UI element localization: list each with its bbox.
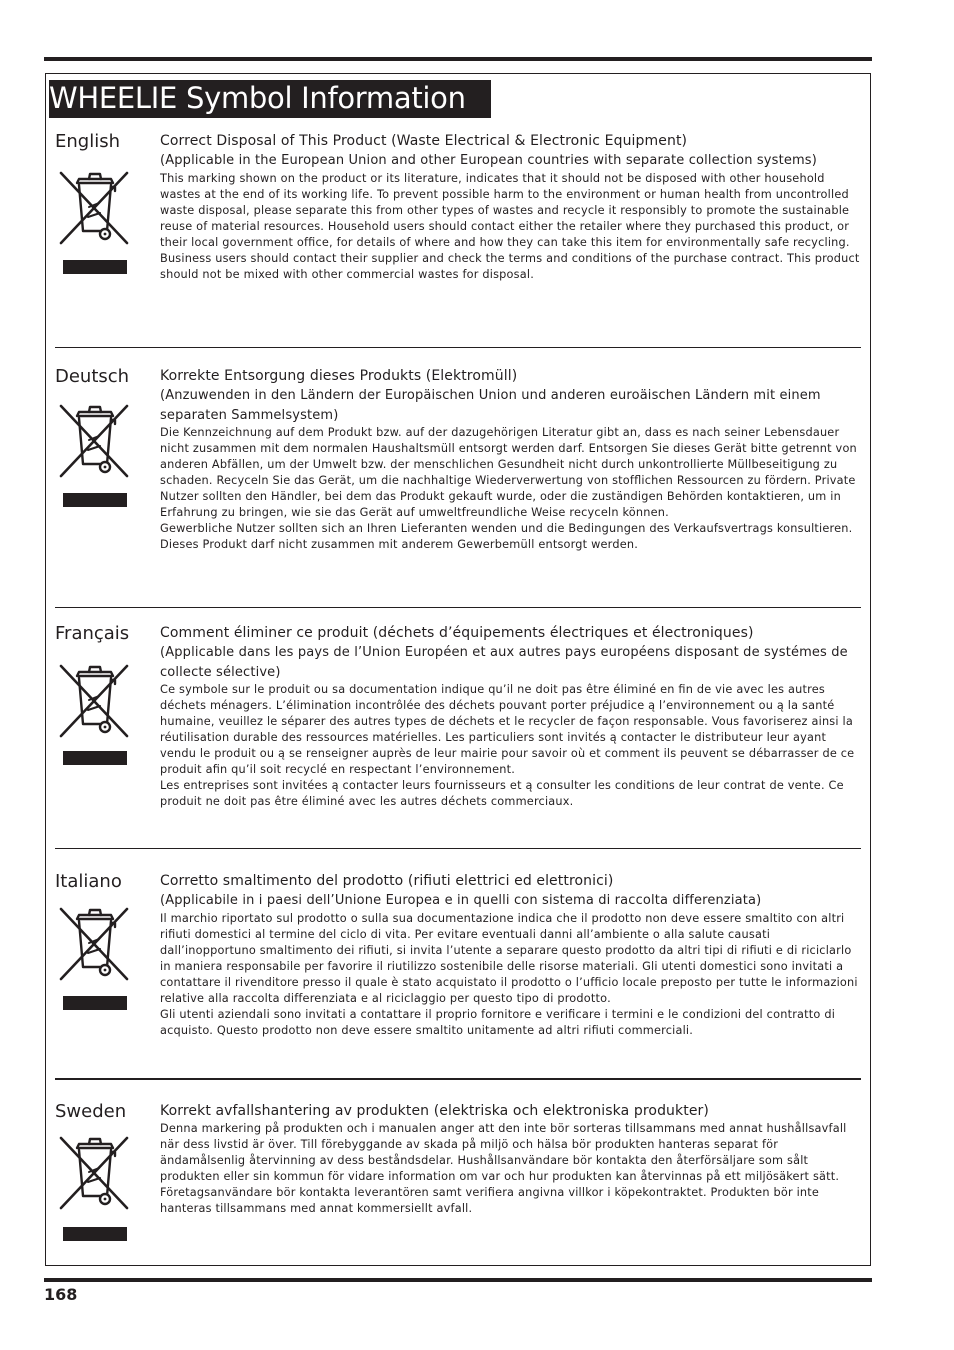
- language-label: Deutsch: [55, 366, 130, 387]
- section-body: [160, 366, 863, 553]
- weee-black-bar: [63, 751, 127, 765]
- section-heading: Korrekt avfallshantering av produkten (elektriska och elektroniska produkter): [160, 1103, 709, 1119]
- section-body: [160, 131, 863, 283]
- section-divider: [55, 1078, 861, 1080]
- weee-black-bar: [63, 493, 127, 507]
- section-heading: Corretto smaltimento del prodotto (riﬁuti elettrici ed elettronici): [160, 873, 614, 889]
- wheelie-bin-icon: [55, 903, 133, 983]
- wheelie-bin-icon: [55, 400, 133, 480]
- section-paragraph: Die Kennzeichnung auf dem Produkt bzw. auf der dazugehörigen Literatur gibt an, dass es nach seiner Lebensdauer nicht zusammen mit dem normalen Haushaltsmüll entsorgt werden darf. Entsorgen Sie dieses Gerät bitte getrennt von anderen Abfällen, um der Umwelt bzw. der menschlichen Gesundheit nicht durch unkontrollierte Müllbeseitigung zu schaden. Recyceln Sie das Gerät, um die nachhaltige Wiederverwertung von stofﬂichen Ressourcen zu fördern. Private Nutzer sollten den Händler, bei dem das Produkt gekauft wurde, oder die zuständigen Behörden kontaktieren, um in Erfahrung zu bringen, wie sie das Gerät auf umweltfreundliche Weise recyceln können.: [160, 426, 857, 519]
- section-paragraph: Ce symbole sur le produit ou sa documentation indique qu’il ne doit pas être éliminé en ﬁn de vie avec les autres déchets ménagers. L’élimination incontrôlée des déchets pouvant porter préjudice ą l’environnement ou ą la santé humaine, veuillez le séparer des autres types de déchets et le recycler de façon responsable. Vous favoriserez ainsi la réutilisation durable des ressources matérielles. Les particuliers sont invités ą contacter le distributeur leur ayant vendu le produit ou ą se renseigner auprès de leur mairie pour savoir où et comment ils peuvent se débarrasser de ce produit aﬁn qu’il soit recyclé en respectant l’environnement.: [160, 683, 855, 776]
- page-number: 168: [44, 1285, 78, 1304]
- weee-black-bar: [63, 1227, 127, 1241]
- language-label: English: [55, 131, 120, 152]
- language-label: Italiano: [55, 871, 122, 892]
- section-divider: [55, 347, 861, 348]
- bottom-rule: [44, 1278, 872, 1282]
- section-paragraph: Denna markering på produkten och i manualen anger att den inte bör sorteras tillsammans med annat hushållsavfall när dess livstid är över. Till förebyggande av skada på miljö och hälsa bör produkten hanteras separat för ändamålsenlig återvinning av dess beståndsdelar. Hushållsanvändare bör kontakta den återförsäljare som sålt produkten eller sin kommun för vidare information om var och hur produkten kan återvinnas på ett miljösäkert sätt.: [160, 1122, 847, 1183]
- section-paragraph: This marking shown on the product or its literature, indicates that it should not be disposed with other household wastes at the end of its working life. To prevent possible harm to the environment or human health from uncontrolled waste disposal, please separate this from other types of wastes and recycle it responsibly to promote the sustainable reuse of material resources. Household users should contact either the retailer where they purchased this product, or their local government ofﬁce, for details of where and how they can take this item for environmentally safe recycling.: [160, 171, 850, 249]
- page-title: WHEELIE Symbol Information: [49, 81, 466, 115]
- section-heading: Correct Disposal of This Product (Waste Electrical & Electronic Equipment): [160, 133, 688, 149]
- top-rule: [44, 57, 872, 61]
- section-heading: Korrekte Entsorgung dieses Produkts (Elektromüll): [160, 368, 518, 384]
- section-body: [160, 623, 863, 810]
- section-subheading: (Applicable dans les pays de l’Union Européen et aux autres pays européens disposant de systémes de collecte sélective): [160, 645, 848, 680]
- section-subheading: (Applicabile in i paesi dell’Unione Europea e in quelli con sistema di raccolta differenziata): [160, 893, 762, 908]
- wheelie-bin-icon: [55, 1132, 133, 1212]
- section-subheading: (Applicable in the European Union and other European countries with separate collection systems): [160, 153, 817, 168]
- section-paragraph: Business users should contact their supplier and check the terms and conditions of the purchase contract. This product should not be mixed with other commercial wastes for disposal.: [160, 251, 860, 281]
- section-paragraph: Gewerbliche Nutzer sollten sich an Ihren Lieferanten wenden und die Bedingungen des Verkaufsvertrags konsultieren. Dieses Produkt darf nicht zusammen mit anderem Gewerbemüll entsorgt werden.: [160, 522, 853, 551]
- language-label: Sweden: [55, 1101, 127, 1122]
- language-label: Français: [55, 623, 130, 644]
- section-divider: [55, 848, 861, 849]
- section-heading: Comment éliminer ce produit (déchets d’équipements électriques et électroniques): [160, 625, 754, 641]
- section-paragraph: Företagsanvändare bör kontakta leverantören samt veriﬁera angivna villkor i köpekontraktet. Produkten bör inte hanteras tillsammans med annat kommersiellt avfall.: [160, 1186, 820, 1215]
- wheelie-bin-icon: [55, 660, 133, 740]
- weee-black-bar: [63, 260, 127, 274]
- section-body: [160, 871, 863, 1039]
- section-paragraph: Il marchio riportato sul prodotto o sulla sua documentazione indica che il prodotto non deve essere smaltito con altri riﬁuti domestici al termine del ciclo di vita. Per evitare eventuali danni all’ambiente o alla salute causati dall’inopportuno smaltimento dei riﬁuti, si invita l’utente a separare questo prodotto da altri tipi di riﬁuti e di riciclarlo in maniera responsabile per favorire il riutilizzo sostenibile delle risorse materiali. Gli utenti domestici sono invitati a contattare il rivenditore presso il quale è stato acquistato il prodotto o l’ufﬁcio locale preposto per tutte le informazioni relative alla raccolta differenziata e al riciclaggio per questo tipo di prodotto.: [160, 911, 858, 1005]
- wheelie-bin-icon: [55, 167, 133, 247]
- weee-black-bar: [63, 996, 127, 1010]
- section-paragraph: Les entreprises sont invitées ą contacter leurs fournisseurs et ą consulter les conditions de leur contrat de vente. Ce produit ne doit pas être éliminé avec les autres déchets commerciaux.: [160, 779, 844, 808]
- section-body: [160, 1101, 863, 1217]
- section-subheading: (Anzuwenden in den Ländern der Europäischen Union und anderen euroäischen Ländern mit einem separaten Sammelsystem): [160, 388, 821, 423]
- title-band: [49, 80, 491, 118]
- section-divider: [55, 607, 861, 608]
- section-paragraph: Gli utenti aziendali sono invitati a contattare il proprio fornitore e veriﬁcare i termini e le condizioni del contratto di acquisto. Questo prodotto non deve essere smaltito unitamente ad altri riﬁuti commerciali.: [160, 1007, 836, 1037]
